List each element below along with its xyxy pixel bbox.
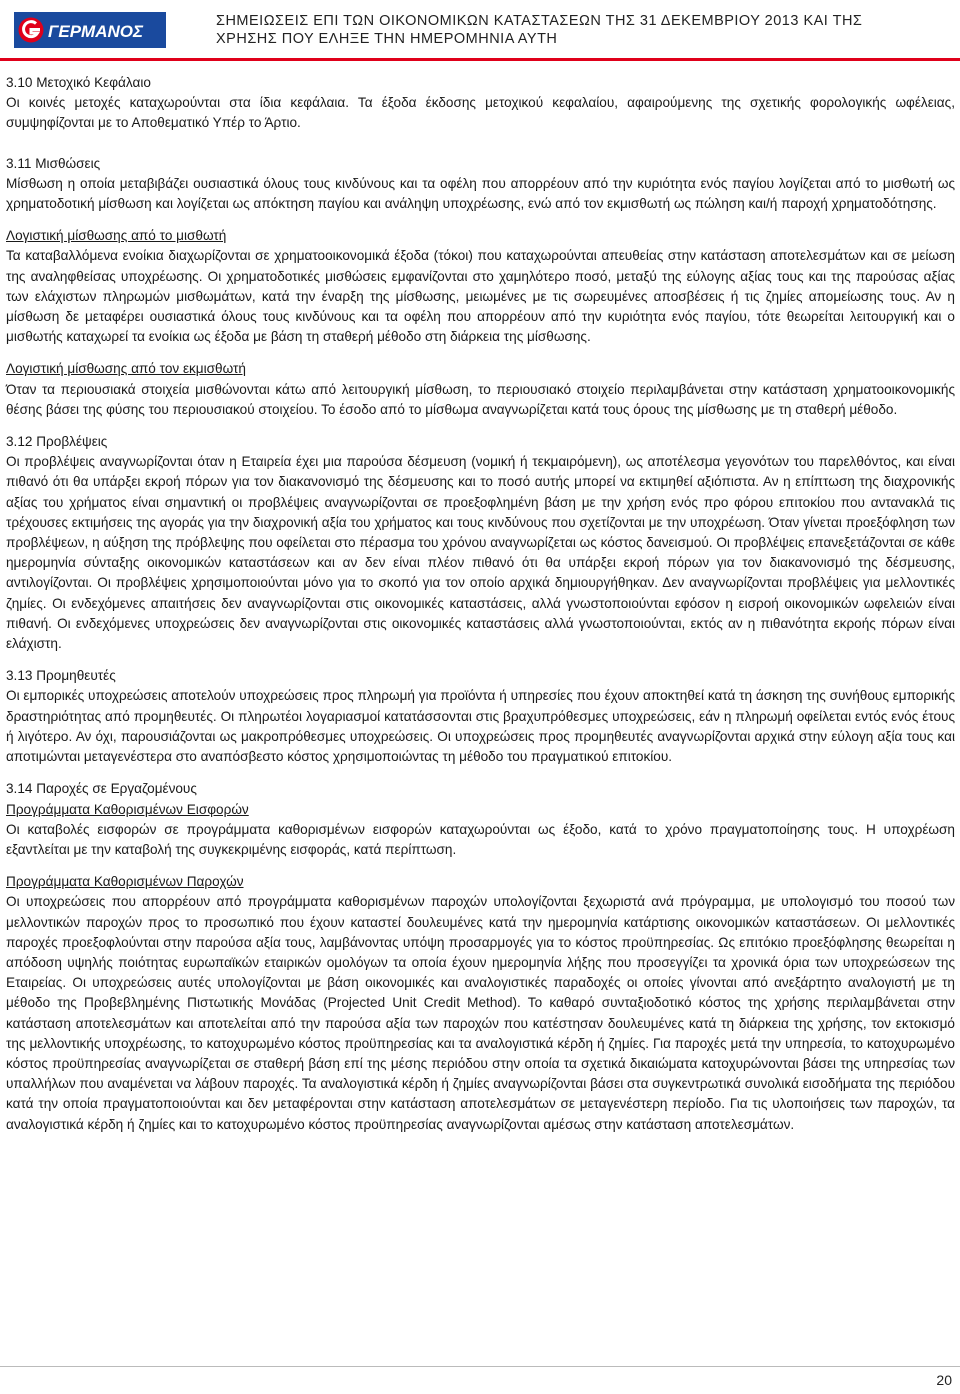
section-3-14 xyxy=(6,779,955,1134)
section-heading: 3.14 Παροχές σε Εργαζομένους xyxy=(6,781,197,797)
paragraph: Οι προβλέψεις αναγνωρίζονται όταν η Εταιρεία έχει μια παρούσα δέσμευση (νομική ή τεκμαιρόμενη), ως αποτέλεσμα γεγονότων του παρελθόντος, και είναι πιθανό ότι θα υπάρξει εκροή πόρων για τον διακανονισμό της δέσμευσης και το ποσό αυτής μπορεί να εκτιμηθεί αξιόπιστα. Αν η επίπτωση της διαχρονικής αξίας του χρήματος είναι σημαντική οι προβλέψεις αναγνωρίζονται σε προεξοφλημένη βάση με την χρήση ενός προ φόρου επιτοκίου που αντανακλά τις τρέχουσες εκτιμήσεις της αγοράς για την διαχρονική αξία του χρήματος και τους κινδύνους που σχετίζονται με την υποχρέωση. Όταν γίνεται προεξόφληση των προβλέψεων, η αύξηση της πρόβλεψης που οφείλεται στο πέρασμα του χρόνου αναγνωρίζεται ως κόστος δανεισμού. Οι προβλέψεις επανεξετάζονται σε κάθε ημερομηνία σύνταξης οικονομικών καταστάσεων και αν δεν είναι πλέον πιθανό ότι θα υπάρξει εκροή πόρων για τον διακανονισμό της δέσμευσης, αντιλογίζονται. Οι προβλέψεις χρησιμοποιούνται μόνο για το σκοπό για τον οποίο αρχικά δημιουργήθηκαν. Δεν αναγνωρίζονται προβλέψεις για μελλοντικές ζημίες. Οι ενδεχόμενες απαιτήσεις δεν αναγνωρίζονται στις οικονομικές καταστάσεις, αλλά γνωστοποιούνται εφόσον η εισροή οικονομικών ωφελειών είναι πιθανή. Οι ενδεχόμενες υποχρεώσεις δεν αναγνωρίζονται στις οικονομικές καταστάσεις αλλά γνωστοποιούνται, εκτός αν η πιθανότητα εκροής πόρων είναι ελάχιστη. xyxy=(6,454,955,652)
paragraph: Όταν τα περιουσιακά στοιχεία μισθώνονται κάτω από λειτουργική μίσθωση, το περιουσιακό στοιχείο περιλαμβάνεται στην κατάσταση χρηματοοικονομικής θέσης βάσει της φύσης του περιουσιακού στοιχείου. Το έσοδο από το μίσθωμα αναγνωρίζεται κατά τους όρους της μίσθωσης με τη σταθερή μέθοδο. xyxy=(6,381,955,417)
footer-divider xyxy=(0,1366,960,1367)
germanos-logo xyxy=(14,12,166,48)
page-content xyxy=(6,73,955,1135)
header-divider xyxy=(0,58,960,61)
logo-text: ΓΕΡΜΑΝΟΣ xyxy=(48,22,144,41)
title-line-2: ΧΡΗΣΗΣ ΠΟΥ ΕΛΗΞΕ ΤΗΝ ΗΜΕΡΟΜΗΝΙΑ ΑΥΤΗ xyxy=(216,31,558,47)
section-heading: 3.11 Μισθώσεις xyxy=(6,155,101,171)
subheading-defined-benefit: Προγράμματα Καθορισμένων Παροχών xyxy=(6,874,244,890)
subheading-lessee: Λογιστική μίσθωσης από το μισθωτή xyxy=(6,228,227,244)
page-header xyxy=(0,0,960,58)
paragraph: Τα καταβαλλόμενα ενοίκια διαχωρίζονται σε χρηματοοικονομικά έξοδα (τόκοι) που καταχωρούνται απευθείας στην κατάσταση αποτελεσμάτων και σε μείωση της αναληφθείσας υποχρέωσης. Οι χρηματοδοτικές μισθώσεις εμφανίζονται στο χαμηλότερο ποσό, μεταξύ της εύλογης αξίας τους και της παρούσας αξίας των ελάχιστων πληρωμών μισθωμάτων, κατά την έναρξη της μίσθωσης, μειωμένες με τις σωρευμένες αποσβέσεις ή τις ζημίες απομείωσης τους. Αν η μίσθωση δε μεταφέρει ουσιαστικά όλους τους κινδύνους και τα οφέλη που απορρέουν από την κυριότητα ενός παγίου, τότε θεωρείται λειτουργική και ο μισθωτής καταχωρεί τα ενοίκια ως έξοδα με βάση τη σταθερή μέθοδο στη διάρκεια της μίσθωσης. xyxy=(6,248,955,345)
paragraph: Οι εμπορικές υποχρεώσεις αποτελούν υποχρεώσεις προς πληρωμή για προϊόντα ή υπηρεσίες που έχουν αποκτηθεί κατά τη άσκηση της συνήθους εμπορικής δραστηριότητας από προμηθευτές. Οι πληρωτέοι λογαριασμοί κατατάσσονται στις βραχυπρόθεσμες υποχρεώσεις, εάν η πληρωμή οφείλεται εντός ενός έτους ή λιγότερο. Αν όχι, παρουσιάζονται ως μακροπρόθεσμες υποχρεώσεις. Οι υποχρεώσεις προς προμηθευτές αναγνωρίζονται αρχικά στην εύλογη αξία τους και αποτιμώνται μεταγενέστερα στο αναπόσβεστο κόστος χρησιμοποιώντας τη μέθοδο του πραγματικού επιτοκίου. xyxy=(6,688,955,765)
section-heading: 3.12 Προβλέψεις xyxy=(6,434,108,450)
paragraph: Οι καταβολές εισφορών σε προγράμματα καθορισμένων εισφορών καταχωρούνται ως έξοδο, κατά το χρόνο πραγματοποίησης τους. Η υποχρέωση εξαντλείται με την καταβολή της συγκεκριμένης εισφοράς, κατά περίπτωση. xyxy=(6,821,955,857)
section-heading: 3.10 Μετοχικό Κεφάλαιο xyxy=(6,75,151,90)
page-number: 20 xyxy=(936,1372,952,1388)
subheading-defined-contribution: Προγράμματα Καθορισμένων Εισφορών xyxy=(6,801,249,817)
section-heading: 3.13 Προμηθευτές xyxy=(6,668,116,684)
subheading-lessor: Λογιστική μίσθωσης από τον εκμισθωτή xyxy=(6,361,246,377)
section-3-11 xyxy=(6,154,955,420)
title-line-1: ΣΗΜΕΙΩΣΕΙΣ ΕΠΙ ΤΩΝ ΟΙΚΟΝΟΜΙΚΩΝ ΚΑΤΑΣΤΑΣΕΩΝ ΤΗΣ 31 ΔΕΚΕΜΒΡΙΟΥ 2013 ΚΑΙ ΤΗΣ xyxy=(216,13,863,29)
section-3-10 xyxy=(6,73,955,134)
paragraph: Οι υποχρεώσεις που απορρέουν από προγράμματα καθορισμένων παροχών υπολογίζονται ξεχωριστά ανά πρόγραμμα, με υπολογισμό του ποσού των μελλοντικών παροχών προς το προσωπικό που έχουν καταστεί δουλευμένες κατά την ημερομηνία κατάρτισης οικονομικών καταστάσεων. Οι μελλοντικές παροχές προεξοφλούνται στην παρούσα αξία τους, λαμβάνοντας υπόψη προσαρμογές για το κόστος προϋπηρεσίας. Ως επιτόκιο προεξόφλησης θεωρείται η απόδοση υψηλής ποιότητας ευρωπαϊκών εταιρικών ομολόγων τα οποία έχουν ημερομηνία λήξης που προσεγγίζει τα χρονικά όρια των υποχρεώσεων της Εταιρείας. Οι υποχρεώσεις αυτές υπολογίζονται με βάση οικονομικές και αναλογιστικές παραδοχές οι οποίες γίνονται από ανεξάρτητο αναλογιστή με τη μέθοδο της Προβεβλημένης Πιστωτικής Μονάδας (Projected Unit Credit Method). Το καθαρό συνταξιοδοτικό κόστος της χρήσης περιλαμβάνεται στην κατάσταση αποτελεσμάτων και αποτελείται από την παρούσα αξία των παροχών που κατέστησαν δουλευμένες κατά τη διάρκεια της χρήσης, τον εκτοκισμό της μελλοντικής υποχρέωσης, το κατοχυρωμένο κόστος προϋπηρεσίας και τα αναλογιστικά κέρδη ή ζημίες. Για παροχές μετά την υπηρεσία, το κατοχυρωμένο κόστος προϋπηρεσίας αναγνωρίζεται σε σταθερή βάση επί της μέσης περιόδου στην οποία τα σχετικά δικαιώματα κατοχυρώνονται βάσει της υπηρεσίας των υπαλλήλων που αναμένεται να λάβουν παροχές. Τα αναλογιστικά κέρδη ή ζημίες αναγνωρίζονται βάσει στα συγκεντρωτικά συνολικά εισοδήματα της περιόδου κατά την οποία πραγματοποιούνται και δεν μεταφέρονται στην κατάσταση αποτελεσμάτων σε μεταγενέστερη περίοδο. Για τις υλοποιήσεις των παροχών, τα αναλογιστικά κέρδη ή ζημίες και το κατοχυρωμένο κόστος προϋπηρεσίας αναγνωρίζονται αμέσως στην κατάσταση αποτελεσμάτων. xyxy=(6,894,955,1132)
section-3-13 xyxy=(6,666,955,767)
document-title xyxy=(216,12,936,48)
paragraph: Οι κοινές μετοχές καταχωρούνται στα ίδια κεφάλαια. Τα έξοδα έκδοσης μετοχικού κεφαλαίου, αφαιρούμενης της σχετικής φορολογικής ωφέλειας, συμψηφίζονται με το Αποθεματικό Υπέρ το Άρτιο. xyxy=(6,95,955,131)
paragraph: Μίσθωση η οποία μεταβιβάζει ουσιαστικά όλους τους κινδύνους και τα οφέλη που απορρέουν από την κυριότητα ενός παγίου λογίζεται από το μισθωτή ως χρηματοδοτική μίσθωση και λογίζεται ως απόκτηση παγίου και ανάληψη υποχρέωσης, ενώ από τον εκμισθωτή ως πώληση και/ή παροχή χρηματοδότησης. xyxy=(6,175,955,212)
section-3-12 xyxy=(6,432,955,654)
